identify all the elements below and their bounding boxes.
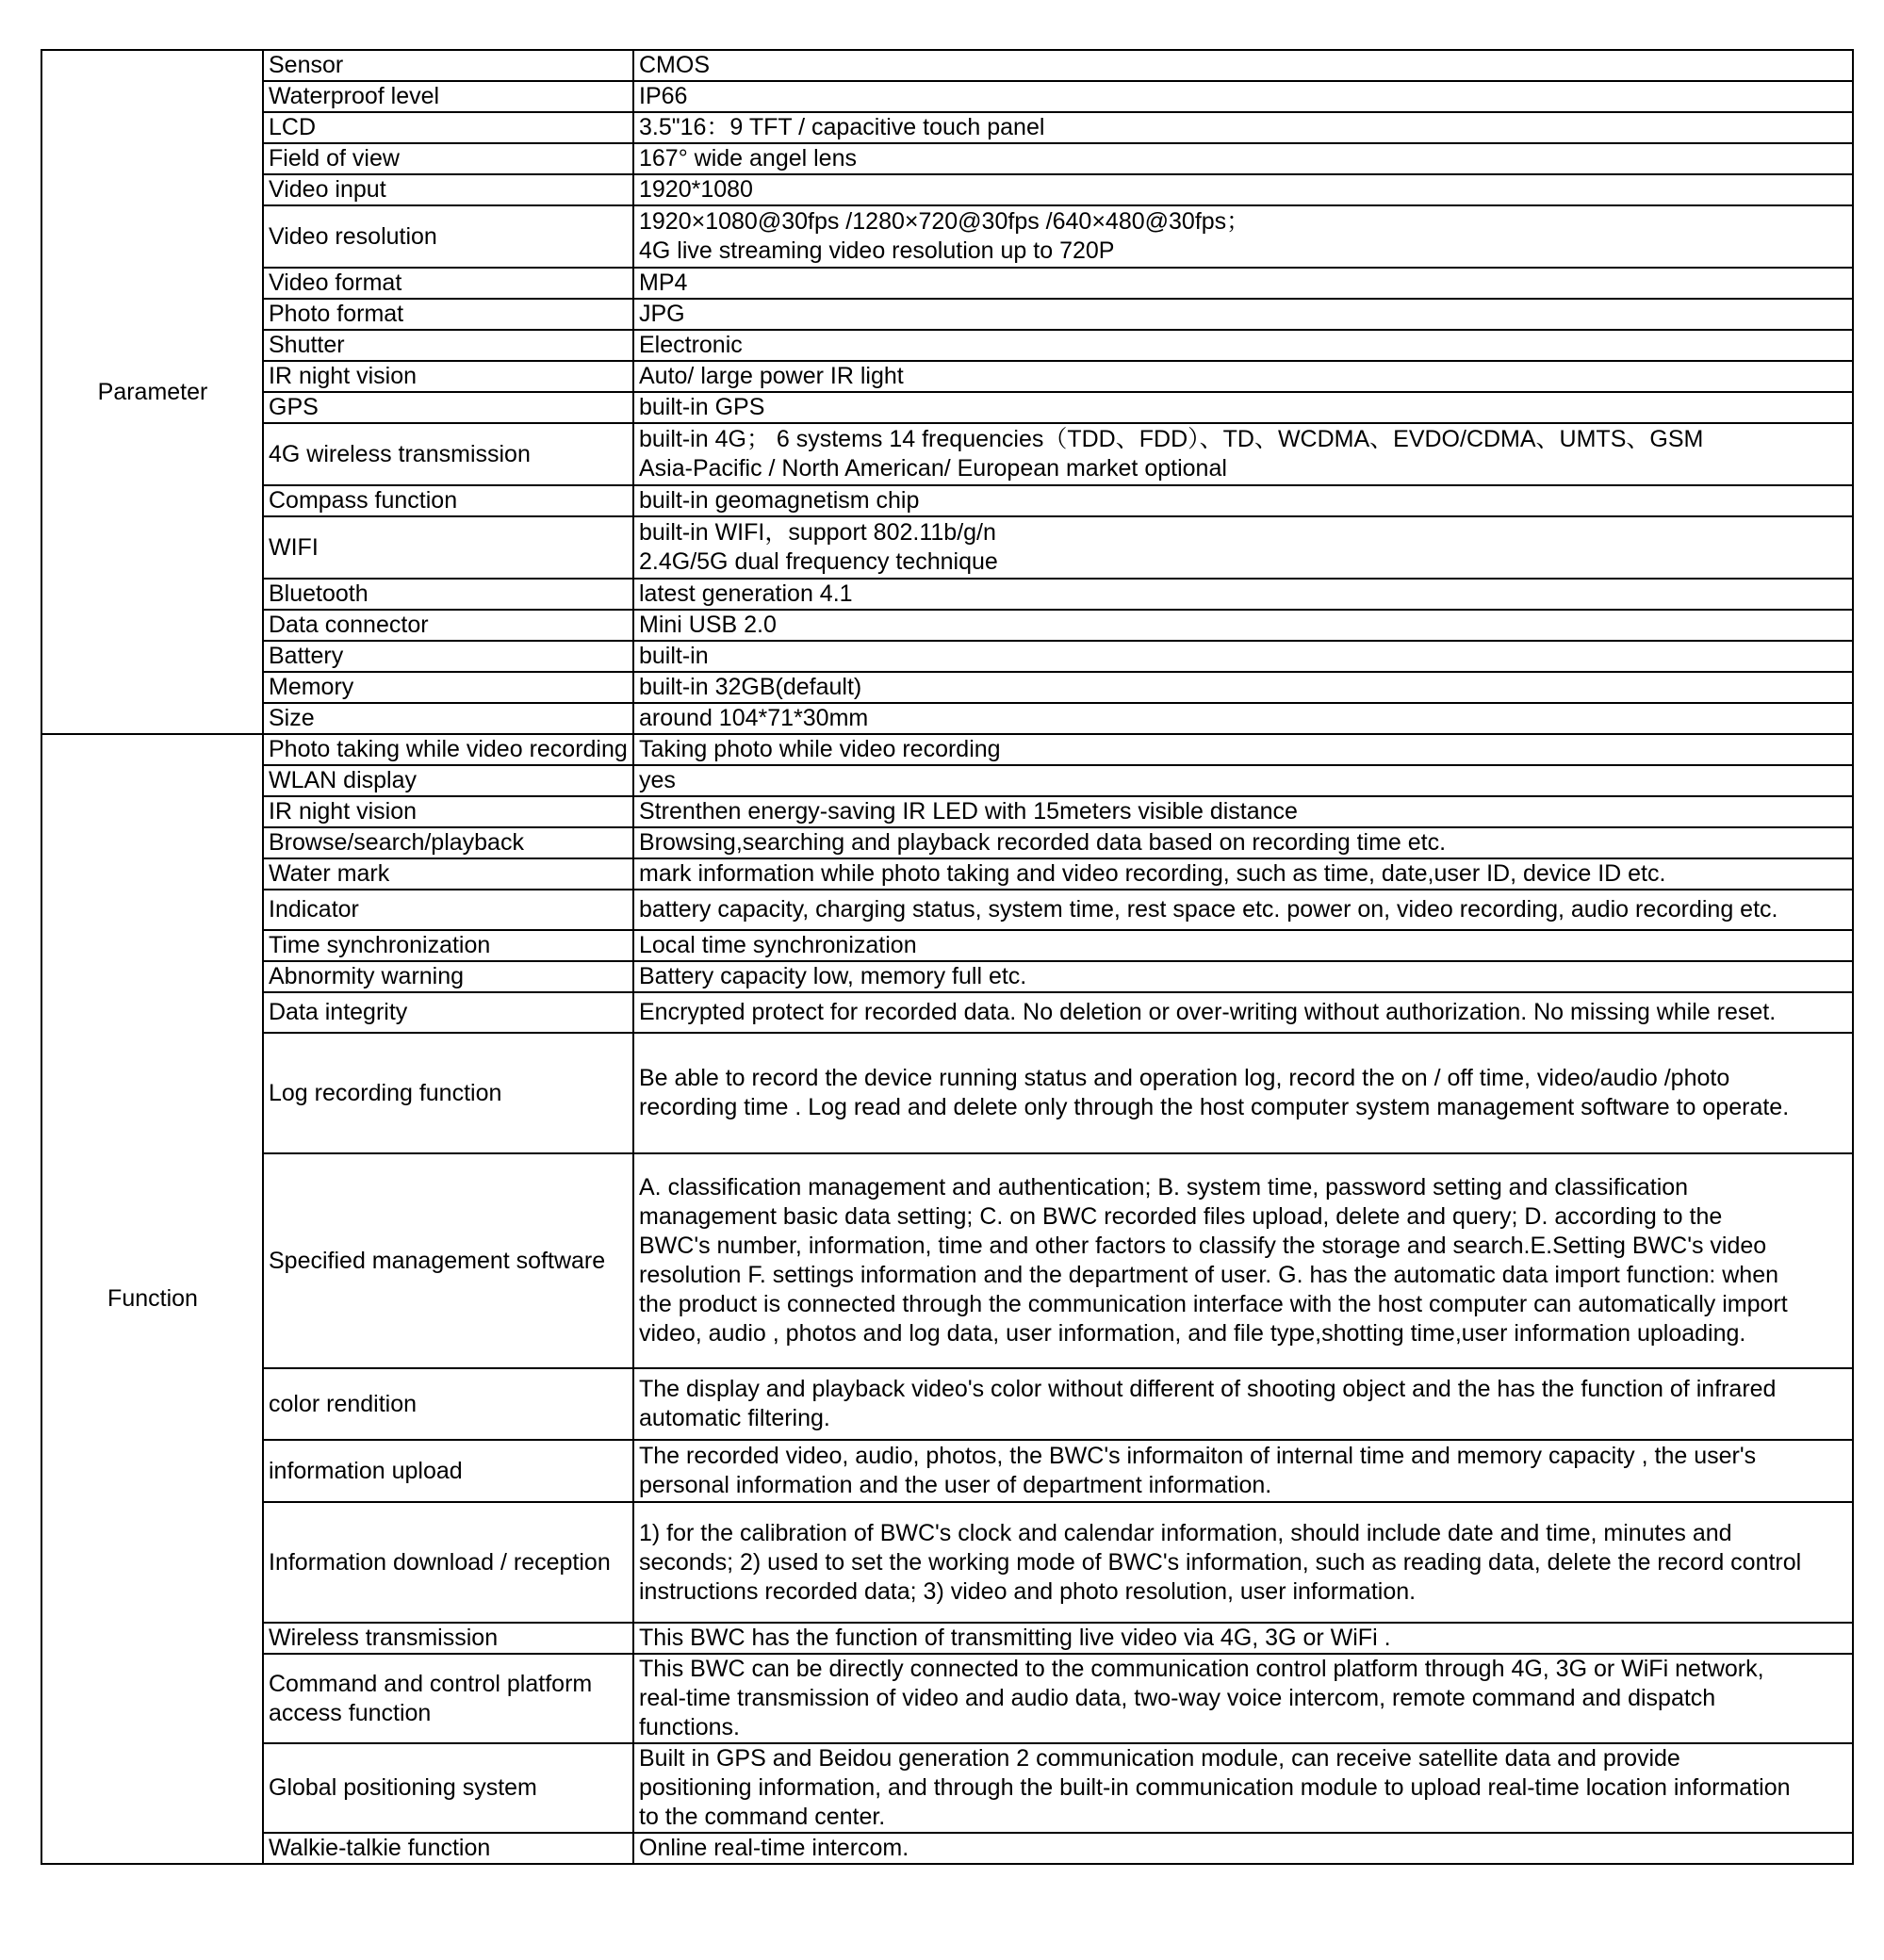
table-row [41,50,1853,81]
spec-value-line: The display and playback video's color without different of shooting object and the has the function of infrared [639,1376,1777,1402]
spec-value [633,112,1853,143]
spec-value [633,1153,1853,1368]
spec-value [633,672,1853,703]
table-row [41,143,1853,174]
spec-value-line: 2.4G/5G dual frequency technique [639,548,998,575]
spec-label: Video input [263,174,633,205]
spec-value-line: Online real-time intercom. [639,1835,909,1861]
spec-value-line: yes [639,767,676,793]
spec-value [633,930,1853,961]
spec-label: Compass function [263,485,633,516]
spec-value [633,1833,1853,1864]
spec-label: Indicator [263,890,633,930]
spec-value-line: built-in 4G； 6 systems 14 frequencies（TDD、FDD）、TD、WCDMA、EVDO/CDMA、UMTS、GSM [639,426,1704,452]
spec-label: Command and control platform access function [263,1654,633,1743]
table-row [41,765,1853,796]
spec-value [633,330,1853,361]
spec-value-line: to the command center. [639,1804,886,1830]
table-row [41,610,1853,641]
spec-value-line: Auto/ large power IR light [639,363,904,389]
spec-value-line: CMOS [639,52,710,78]
spec-value [633,392,1853,423]
spec-label: Walkie-talkie function [263,1833,633,1864]
spec-value [633,1502,1853,1623]
spec-value [633,1440,1853,1502]
spec-value-line: built-in GPS [639,394,765,420]
spec-label: Sensor [263,50,633,81]
spec-value-line: A. classification management and authentication; B. system time, password setting and classification [639,1174,1689,1200]
spec-label: Global positioning system [263,1743,633,1833]
spec-value [633,1623,1853,1654]
table-row [41,205,1853,268]
spec-value [633,610,1853,641]
spec-value-line: personal information and the user of department information. [639,1472,1272,1498]
spec-value-line: built-in [639,643,709,669]
spec-label: Size [263,703,633,734]
table-row [41,1033,1853,1153]
spec-label: Data integrity [263,992,633,1033]
spec-label: GPS [263,392,633,423]
spec-value [633,1368,1853,1440]
table-row [41,1654,1853,1743]
spec-label: Battery [263,641,633,672]
spec-value [633,641,1853,672]
spec-label: WIFI [263,516,633,579]
spec-value-line: recording time . Log read and delete only through the host computer system management software to operate. [639,1094,1790,1120]
table-row [41,1502,1853,1623]
spec-label: LCD [263,112,633,143]
spec-value-line: Strenthen energy-saving IR LED with 15meters visible distance [639,798,1298,825]
spec-label: Waterproof level [263,81,633,112]
spec-value [633,1743,1853,1833]
spec-value-line: Mini USB 2.0 [639,612,777,638]
spec-value [633,961,1853,992]
spec-value [633,827,1853,858]
spec-label: Video format [263,268,633,299]
spec-label: Shutter [263,330,633,361]
spec-value [633,50,1853,81]
spec-value-line: This BWC has the function of transmitting live video via 4G, 3G or WiFi . [639,1625,1391,1651]
spec-label: Photo taking while video recording [263,734,633,765]
table-row [41,423,1853,485]
spec-label: 4G wireless transmission [263,423,633,485]
spec-value-line: positioning information, and through the built-in communication module to upload real-time location information [639,1774,1791,1801]
spec-value-line: automatic filtering. [639,1405,830,1431]
spec-value [633,268,1853,299]
spec-value [633,1654,1853,1743]
spec-value [633,143,1853,174]
spec-label: WLAN display [263,765,633,796]
spec-label: Browse/search/playback [263,827,633,858]
spec-label: Water mark [263,858,633,890]
spec-value [633,299,1853,330]
table-row [41,392,1853,423]
spec-value [633,858,1853,890]
spec-label: Wireless transmission [263,1623,633,1654]
spec-value-line: This BWC can be directly connected to the communication control platform through 4G, 3G or WiFi network, [639,1656,1764,1682]
table-row [41,961,1853,992]
spec-label: IR night vision [263,361,633,392]
spec-label: Information download / reception [263,1502,633,1623]
spec-label: Bluetooth [263,579,633,610]
spec-value-line: latest generation 4.1 [639,580,853,607]
spec-value [633,992,1853,1033]
spec-value-line: Asia-Pacific / North American/ European market optional [639,455,1227,482]
table-row [41,1623,1853,1654]
spec-value [633,81,1853,112]
table-row [41,641,1853,672]
spec-value-line: Built in GPS and Beidou generation 2 communication module, can receive satellite data and provide [639,1745,1680,1772]
spec-value-line: built-in geomagnetism chip [639,487,920,514]
table-row [41,81,1853,112]
table-row [41,703,1853,734]
function-group-label: Function [41,734,263,1864]
spec-value-line: around 104*71*30mm [639,705,869,731]
spec-label: Data connector [263,610,633,641]
table-row [41,672,1853,703]
spec-value-line: the product is connected through the communication interface with the host computer can automatically import [639,1291,1788,1317]
spec-value [633,174,1853,205]
spec-value [633,890,1853,930]
table-row [41,579,1853,610]
spec-value-line: JPG [639,301,685,327]
spec-value [633,734,1853,765]
table-row [41,827,1853,858]
spec-label: Video resolution [263,205,633,268]
spec-value [633,579,1853,610]
spec-value-line: built-in 32GB(default) [639,674,862,700]
spec-value-line: Electronic [639,332,743,358]
spec-value-line: BWC's number, information, time and other factors to classify the storage and search.E.Setting BWC's video [639,1233,1767,1259]
table-row [41,174,1853,205]
spec-table [41,49,1854,1865]
spec-value-line: Browsing,searching and playback recorded data based on recording time etc. [639,829,1447,856]
spec-value-line: Local time synchronization [639,932,917,958]
spec-value-line: 1920*1080 [639,176,753,203]
spec-value-line: management basic data setting; C. on BWC recorded files upload, delete and query; D. according to the [639,1203,1723,1230]
spec-label: Time synchronization [263,930,633,961]
table-row [41,734,1853,765]
table-row [41,992,1853,1033]
spec-value-line: Taking photo while video recording [639,736,1001,762]
spec-value [633,205,1853,268]
spec-value [633,1033,1853,1153]
spec-value [633,796,1853,827]
spec-value [633,765,1853,796]
spec-value [633,361,1853,392]
spec-value-line: Encrypted protect for recorded data. No deletion or over-writing without authorization. No missing while reset. [639,999,1777,1025]
spec-value-line: Battery capacity low, memory full etc. [639,963,1027,989]
spec-table-body [41,50,1853,1864]
spec-value [633,516,1853,579]
spec-value-line: The recorded video, audio, photos, the BWC's informaiton of internal time and memory capacity , the user's [639,1443,1757,1469]
table-row [41,796,1853,827]
spec-value-line: resolution F. settings information and the department of user. G. has the automatic data import function: when [639,1262,1779,1288]
spec-value-line: 1) for the calibration of BWC's clock and calendar information, should include date and time, minutes and [639,1519,1732,1546]
spec-value-line: IP66 [639,83,688,109]
spec-label: Memory [263,672,633,703]
table-row [41,268,1853,299]
spec-value-line: built-in WIFI，support 802.11b/g/n [639,519,996,546]
spec-label: Specified management software [263,1153,633,1368]
spec-value-line: 1920×1080@30fps /1280×720@30fps /640×480@30fps； [639,208,1251,235]
spec-value [633,485,1853,516]
spec-value-line: battery capacity, charging status, system time, rest space etc. power on, video recording, audio recording etc. [639,896,1778,923]
spec-value-line: 167° wide angel lens [639,145,857,172]
spec-label: Abnormity warning [263,961,633,992]
table-row [41,112,1853,143]
parameter-group-label: Parameter [41,50,263,734]
spec-label: Field of view [263,143,633,174]
table-row [41,1153,1853,1368]
spec-value [633,423,1853,485]
table-row [41,485,1853,516]
spec-value-line: Be able to record the device running status and operation log, record the on / off time, video/audio /photo [639,1065,1730,1091]
spec-value-line: MP4 [639,270,688,296]
spec-value-line: real-time transmission of video and audio data, two-way voice intercom, remote command and dispatch [639,1685,1716,1711]
table-row [41,299,1853,330]
spec-value-line: seconds; 2) used to set the working mode of BWC's information, such as reading data, delete the record control [639,1548,1802,1576]
spec-label: IR night vision [263,796,633,827]
table-row [41,1368,1853,1440]
table-row [41,1440,1853,1502]
spec-label: Log recording function [263,1033,633,1153]
spec-value-line: 3.5"16：9 TFT / capacitive touch panel [639,114,1045,140]
table-row [41,361,1853,392]
spec-value [633,703,1853,734]
spec-value-line: instructions recorded data; 3) video and photo resolution, user information. [639,1577,1417,1605]
table-row [41,516,1853,579]
table-row [41,890,1853,930]
table-row [41,930,1853,961]
spec-value-line: mark information while photo taking and video recording, such as time, date,user ID, device ID etc. [639,860,1666,887]
spec-value-line: 4G live streaming video resolution up to 720P [639,237,1115,264]
table-row [41,1833,1853,1864]
table-row [41,1743,1853,1833]
spec-label: Photo format [263,299,633,330]
table-row [41,858,1853,890]
spec-value-line: functions. [639,1714,741,1740]
table-row [41,330,1853,361]
spec-label: color rendition [263,1368,633,1440]
spec-label: information upload [263,1440,633,1502]
spec-value-line: video, audio , photos and log data, user information, and file type,shotting time,user information uploading. [639,1320,1746,1347]
